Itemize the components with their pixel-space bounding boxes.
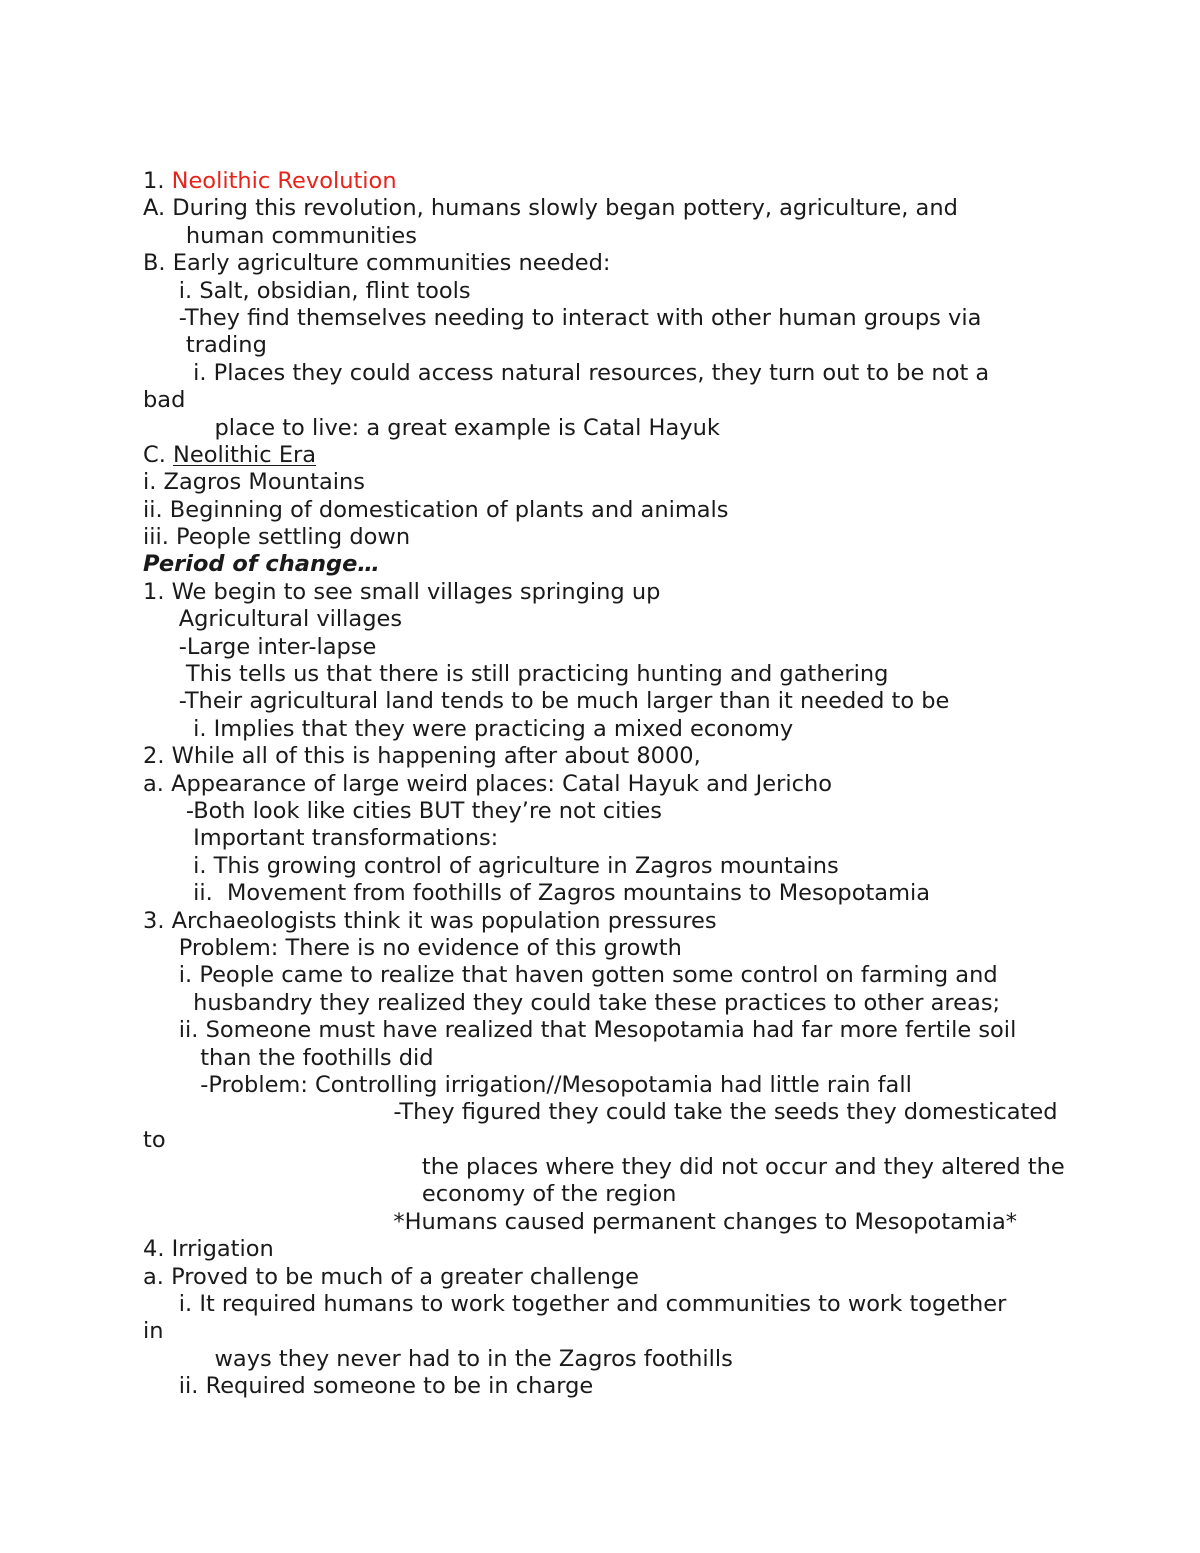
- note-line: -Their agricultural land tends to be much larger than it needed to be: [143, 688, 950, 715]
- note-line: i. Places they could access natural resources, they turn out to be not a: [143, 359, 990, 386]
- note-line: place to live: a great example is Catal Hayuk: [143, 414, 720, 441]
- lecture-notes: [143, 168, 1063, 1401]
- note-line: than the foothills did: [143, 1044, 434, 1071]
- note-line: ii. Required someone to be in charge: [143, 1373, 594, 1400]
- underlined-heading: Neolithic Era: [173, 441, 317, 468]
- note-line: i. This growing control of agriculture in Zagros mountains: [143, 852, 839, 879]
- note-line: economy of the region: [143, 1181, 677, 1208]
- note-heading-neolithic-revolution: [143, 168, 1063, 195]
- note-line: ways they never had to in the Zagros foothills: [143, 1345, 733, 1372]
- note-line: i. Implies that they were practicing a mixed economy: [143, 715, 794, 742]
- note-line: human communities: [143, 222, 417, 249]
- note-line: -Problem: Controlling irrigation//Mesopotamia had little rain fall: [143, 1071, 912, 1098]
- note-line: *Humans caused permanent changes to Mesopotamia*: [143, 1208, 1018, 1235]
- note-line: Important transformations:: [143, 825, 499, 852]
- note-heading-period-of-change: Period of change…: [143, 551, 380, 578]
- note-line: -Both look like cities BUT they’re not cities: [143, 797, 662, 824]
- note-line: to: [143, 1126, 166, 1153]
- note-line: -They find themselves needing to interact with other human groups via: [143, 304, 982, 331]
- list-number: 1.: [143, 168, 172, 194]
- note-line: A. During this revolution, humans slowly began pottery, agriculture, and: [143, 195, 958, 222]
- note-line: ii. Someone must have realized that Mesopotamia had far more fertile soil: [143, 1017, 1017, 1044]
- note-line: Problem: There is no evidence of this growth: [143, 934, 682, 961]
- note-line: 3. Archaeologists think it was population pressures: [143, 907, 717, 934]
- note-line: i. Zagros Mountains: [143, 469, 365, 496]
- note-line: a. Appearance of large weird places: Catal Hayuk and Jericho: [143, 770, 832, 797]
- note-line: 4. Irrigation: [143, 1236, 274, 1263]
- note-line: husbandry they realized they could take these practices to other areas;: [143, 989, 1001, 1016]
- note-line: a. Proved to be much of a greater challenge: [143, 1263, 640, 1290]
- note-line: B. Early agriculture communities needed:: [143, 250, 611, 277]
- heading-red-text: Neolithic Revolution: [171, 168, 397, 194]
- note-line: This tells us that there is still practicing hunting and gathering: [143, 661, 889, 688]
- note-line: 2. While all of this is happening after about 8000,: [143, 743, 701, 770]
- note-line: -Large inter-lapse: [143, 633, 377, 660]
- note-line: Agricultural villages: [143, 606, 403, 633]
- note-heading-neolithic-era: [143, 442, 1063, 469]
- note-line: i. It required humans to work together and communities to work together: [143, 1291, 1007, 1318]
- note-line: ii. Beginning of domestication of plants and animals: [143, 496, 729, 523]
- note-line: bad: [143, 387, 186, 414]
- note-line: trading: [143, 332, 267, 359]
- note-line: i. People came to realize that haven gotten some control on farming and: [143, 962, 998, 989]
- note-line: ii. Movement from foothills of Zagros mountains to Mesopotamia: [143, 880, 931, 907]
- list-letter: C.: [143, 441, 174, 468]
- note-line: iii. People settling down: [143, 524, 411, 551]
- note-line: i. Salt, obsidian, flint tools: [143, 277, 471, 304]
- note-line: -They figured they could take the seeds they domesticated: [143, 1099, 1058, 1126]
- note-line: in: [143, 1318, 164, 1345]
- note-line: the places where they did not occur and they altered the: [143, 1154, 1065, 1181]
- note-line: 1. We begin to see small villages springing up: [143, 578, 661, 605]
